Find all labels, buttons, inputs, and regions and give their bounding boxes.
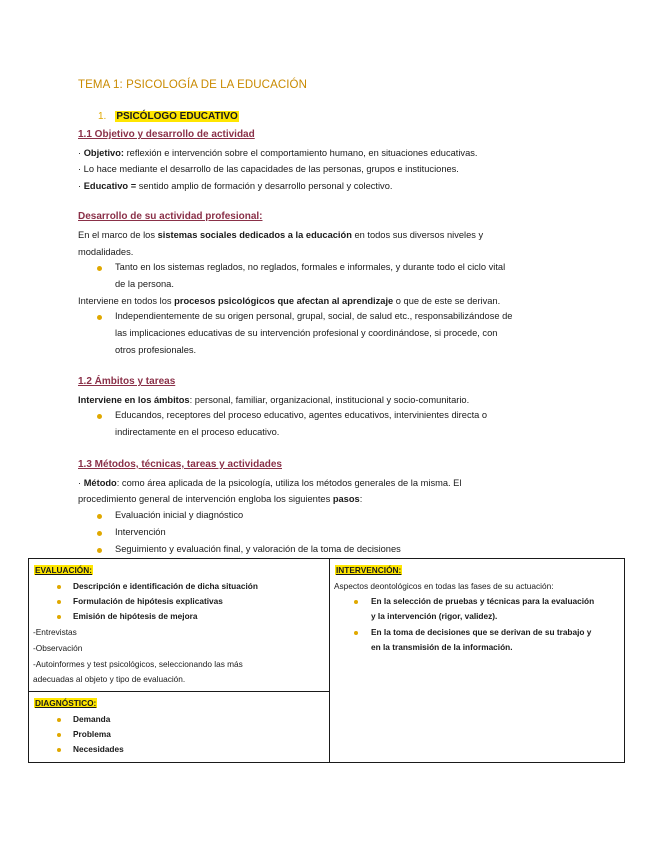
bullet-icon — [97, 514, 102, 519]
procedimiento-line: procedimiento general de intervención engloba los siguientes pasos: — [78, 494, 363, 504]
evaluacion-title: EVALUACIÓN: — [35, 565, 93, 575]
subheading-objetivo: 1.1 Objetivo y desarrollo de actividad — [78, 129, 255, 140]
subheading-ambitos: 1.2 Ámbitos y tareas — [78, 376, 176, 387]
bullet-icon — [57, 733, 61, 737]
desarrollo-paragraph-line-2: modalidades. — [78, 247, 134, 257]
evaluacion-line-2: -Observación — [33, 643, 83, 653]
evaluacion-line-1: -Entrevistas — [33, 627, 77, 637]
bullet-sistemas-line-2: de la persona. — [115, 279, 174, 289]
ambitos-line: Interviene en los ámbitos: personal, familiar, organizacional, institucional y socio-comunitario. — [78, 395, 470, 405]
bullet-icon — [97, 266, 102, 271]
metodo-line: · Método: como área aplicada de la psicología, utiliza los métodos generales de la misma. El — [78, 478, 462, 488]
evaluacion-line-3: -Autoinformes y test psicológicos, seleccionando las más — [33, 659, 243, 669]
intervencion-bullet-2-line-2: en la transmisión de la información. — [371, 642, 513, 652]
step-evaluacion: Evaluación inicial y diagnóstico — [115, 510, 244, 520]
diagnostico-bullet-3: Necesidades — [73, 744, 124, 754]
procesos-line: Interviene en todos los procesos psicológicos que afectan al aprendizaje o que de este se derivan. — [78, 296, 501, 306]
evaluacion-bullet-3: Emisión de hipótesis de mejora — [73, 611, 198, 621]
intervencion-bullet-1-line-1: En la selección de pruebas y técnicas para la evaluación — [371, 596, 595, 606]
bullet-icon — [97, 414, 102, 419]
bullet-independiente-line-3: otros profesionales. — [115, 345, 197, 355]
document-title: TEMA 1: PSICOLOGÍA DE LA EDUCACIÓN — [78, 79, 307, 91]
evaluacion-bullet-1: Descripción e identificación de dicha situación — [73, 581, 258, 591]
bullet-icon — [354, 631, 358, 635]
intervencion-title: INTERVENCIÓN: — [336, 565, 402, 575]
bullet-icon — [97, 531, 102, 536]
evaluacion-line-4: adecuadas al objeto y tipo de evaluación. — [33, 674, 186, 684]
bullet-icon — [57, 600, 61, 604]
desarrollo-paragraph-line-1: En el marco de los sistemas sociales dedicados a la educación en todos sus diversos niveles y — [78, 230, 484, 240]
step-seguimiento: Seguimiento y evaluación final, y valoración de la toma de decisiones — [115, 544, 401, 554]
bullet-educandos-line-1: Educandos, receptores del proceso educativo, agentes educativos, intervinientes directa o — [115, 410, 488, 420]
intervencion-bullet-2-line-1: En la toma de decisiones que se derivan de su trabajo y — [371, 627, 592, 637]
bullet-icon — [57, 615, 61, 619]
bullet-icon — [97, 548, 102, 553]
intervencion-intro: Aspectos deontológicos en todas las fases de su actuación: — [334, 581, 554, 591]
bullet-independiente-line-2: las implicaciones educativas de su intervención profesional y coordinándose, si procede, con — [115, 328, 498, 338]
table-divider-vertical — [329, 559, 330, 762]
objetivo-line: · Objetivo: reflexión e intervención sobre el comportamiento humano, en situaciones educativas. — [78, 148, 478, 158]
section-number: 1. — [98, 111, 107, 122]
diagnostico-title: DIAGNÓSTICO: — [35, 698, 97, 708]
bullet-educandos-line-2: indirectamente en el proceso educativo. — [115, 427, 280, 437]
capacidades-line: · Lo hace mediante el desarrollo de las capacidades de las personas, grupos e instituciones. — [78, 164, 459, 174]
bullet-icon — [354, 600, 358, 604]
bullet-icon — [57, 585, 61, 589]
process-table — [28, 558, 625, 763]
subheading-desarrollo: Desarrollo de su actividad profesional: — [78, 211, 263, 222]
educativo-line: · Educativo = sentido amplio de formación y desarrollo personal y colectivo. — [78, 181, 393, 191]
evaluacion-bullet-2: Formulación de hipótesis explicativas — [73, 596, 223, 606]
bullet-independiente-line-1: Independientemente de su origen personal, grupal, social, de salud etc., responsabilizándose de — [115, 311, 513, 321]
section-heading — [98, 111, 239, 122]
table-divider-horizontal — [29, 691, 329, 692]
bullet-sistemas-line-1: Tanto en los sistemas reglados, no reglados, formales e informales, y durante todo el ciclo vital — [115, 262, 506, 272]
section-label: PSICÓLOGO EDUCATIVO — [116, 111, 238, 122]
bullet-icon — [57, 748, 61, 752]
diagnostico-bullet-2: Problema — [73, 729, 111, 739]
diagnostico-bullet-1: Demanda — [73, 714, 111, 724]
bullet-icon — [57, 718, 61, 722]
intervencion-bullet-1-line-2: y la intervención (rigor, validez). — [371, 611, 498, 621]
bullet-icon — [97, 315, 102, 320]
step-intervencion: Intervención — [115, 527, 166, 537]
subheading-metodos: 1.3 Métodos, técnicas, tareas y actividades — [78, 459, 282, 470]
